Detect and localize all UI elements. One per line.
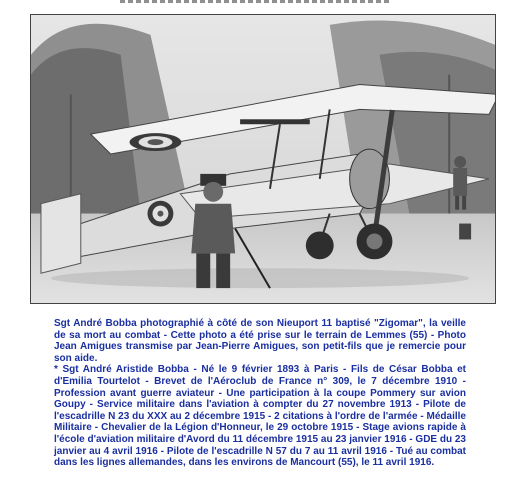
historical-photo: [30, 14, 496, 304]
cropped-header-strip: [120, 0, 390, 4]
nieuport-photo-illustration: [31, 15, 495, 303]
caption-paragraph-1: Sgt André Bobba photographié à côté de son Nieuport 11 baptisé "Zigomar", la veille de sa mort au combat - Cette photo a été prise sur le terrain de Lemmes (55) - Photo Jean Amigues transmise par Jean-Pierre Amigues, son petit-fils que je remercie pour son aide.: [54, 318, 466, 364]
caption-paragraph-2: * Sgt André Aristide Bobba - Né le 9 février 1893 à Paris - Fils de César Bobba et d'Emilia Tourtelot - Brevet de l'Aéroclub de France n° 309, le 7 décembre 1910 - Profession avant guerre aviateur - Une participation à la coupe Pommery sur avion Goupy - Service militaire dans l'aviation à compter du 27 novembre 1913 - Pilote de l'escadrille N 23 du XXX au 2 décembre 1915 - 2 citations à l'ordre de l'armée - Médaille Militaire - Chevalier de la Légion d'Honneur, le 29 octobre 1915 - Stage avions rapide à l'école d'aviation militaire d'Avord du 11 décembre 1915 au 23 janvier 1916 - GDE du 23 janvier au 4 avril 1916 - Pilote de l'escadrille N 57 du 7 au 11 avril 1916 - Tué au combat dans les lignes allemandes, dans les environs de Mancourt (55), le 11 avril 1916.: [54, 364, 466, 469]
photo-caption: [54, 318, 466, 469]
